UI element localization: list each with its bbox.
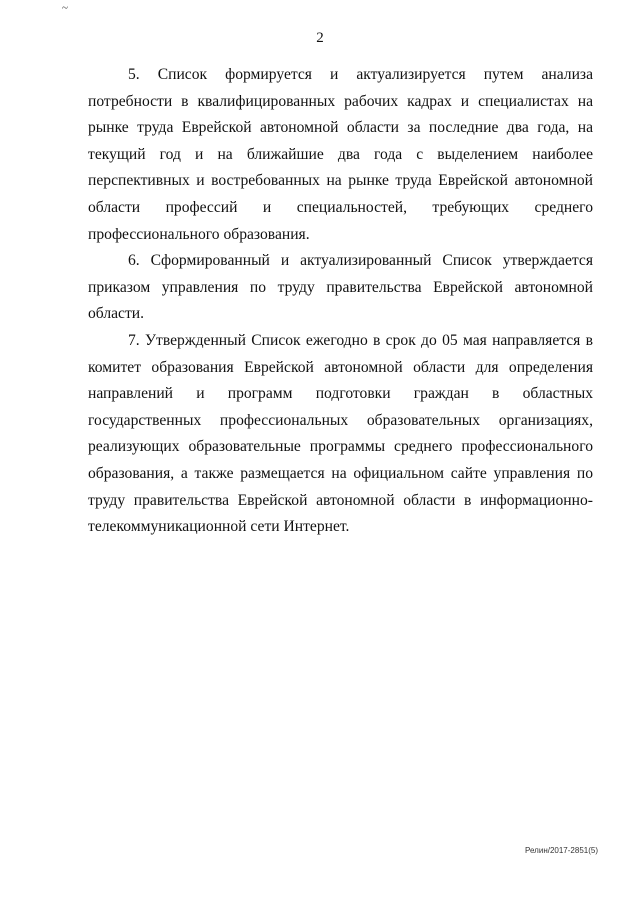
- paragraph-6: 6. Сформированный и актуализированный Список утверждается приказом управления по труду правительства Еврейской автономной области.: [88, 252, 593, 323]
- paragraph-7: 7. Утвержденный Список ежегодно в срок до 05 мая направляется в комитет образования Еврейской автономной области для определения направлений и программ подготовки граждан в областных государственных профессиональных образовательных организациях, реализующих образовательные программы среднего профессионального образования, а также размещается на официальном сайте управления по труду правительства Еврейской автономной области в информационно-телекоммуникационной сети Интернет.: [88, 331, 593, 536]
- page-number: 2: [316, 30, 324, 46]
- paragraph-5: 5. Список формируется и актуализируется путем анализа потребности в квалифицированных рабочих кадрах и специалистах на рынке труда Еврейской автономной области за последние два года, на текущий год и на ближайшие два года с выделением наиболее перспективных и востребованных на рынке труда Еврейской автономной области профессий и специальностей, требующих среднего профессионального образования.: [88, 66, 593, 243]
- document-body: [88, 62, 593, 541]
- scan-mark: ~: [62, 2, 68, 14]
- document-footer-code: Релин/2017-2851(5): [525, 846, 598, 855]
